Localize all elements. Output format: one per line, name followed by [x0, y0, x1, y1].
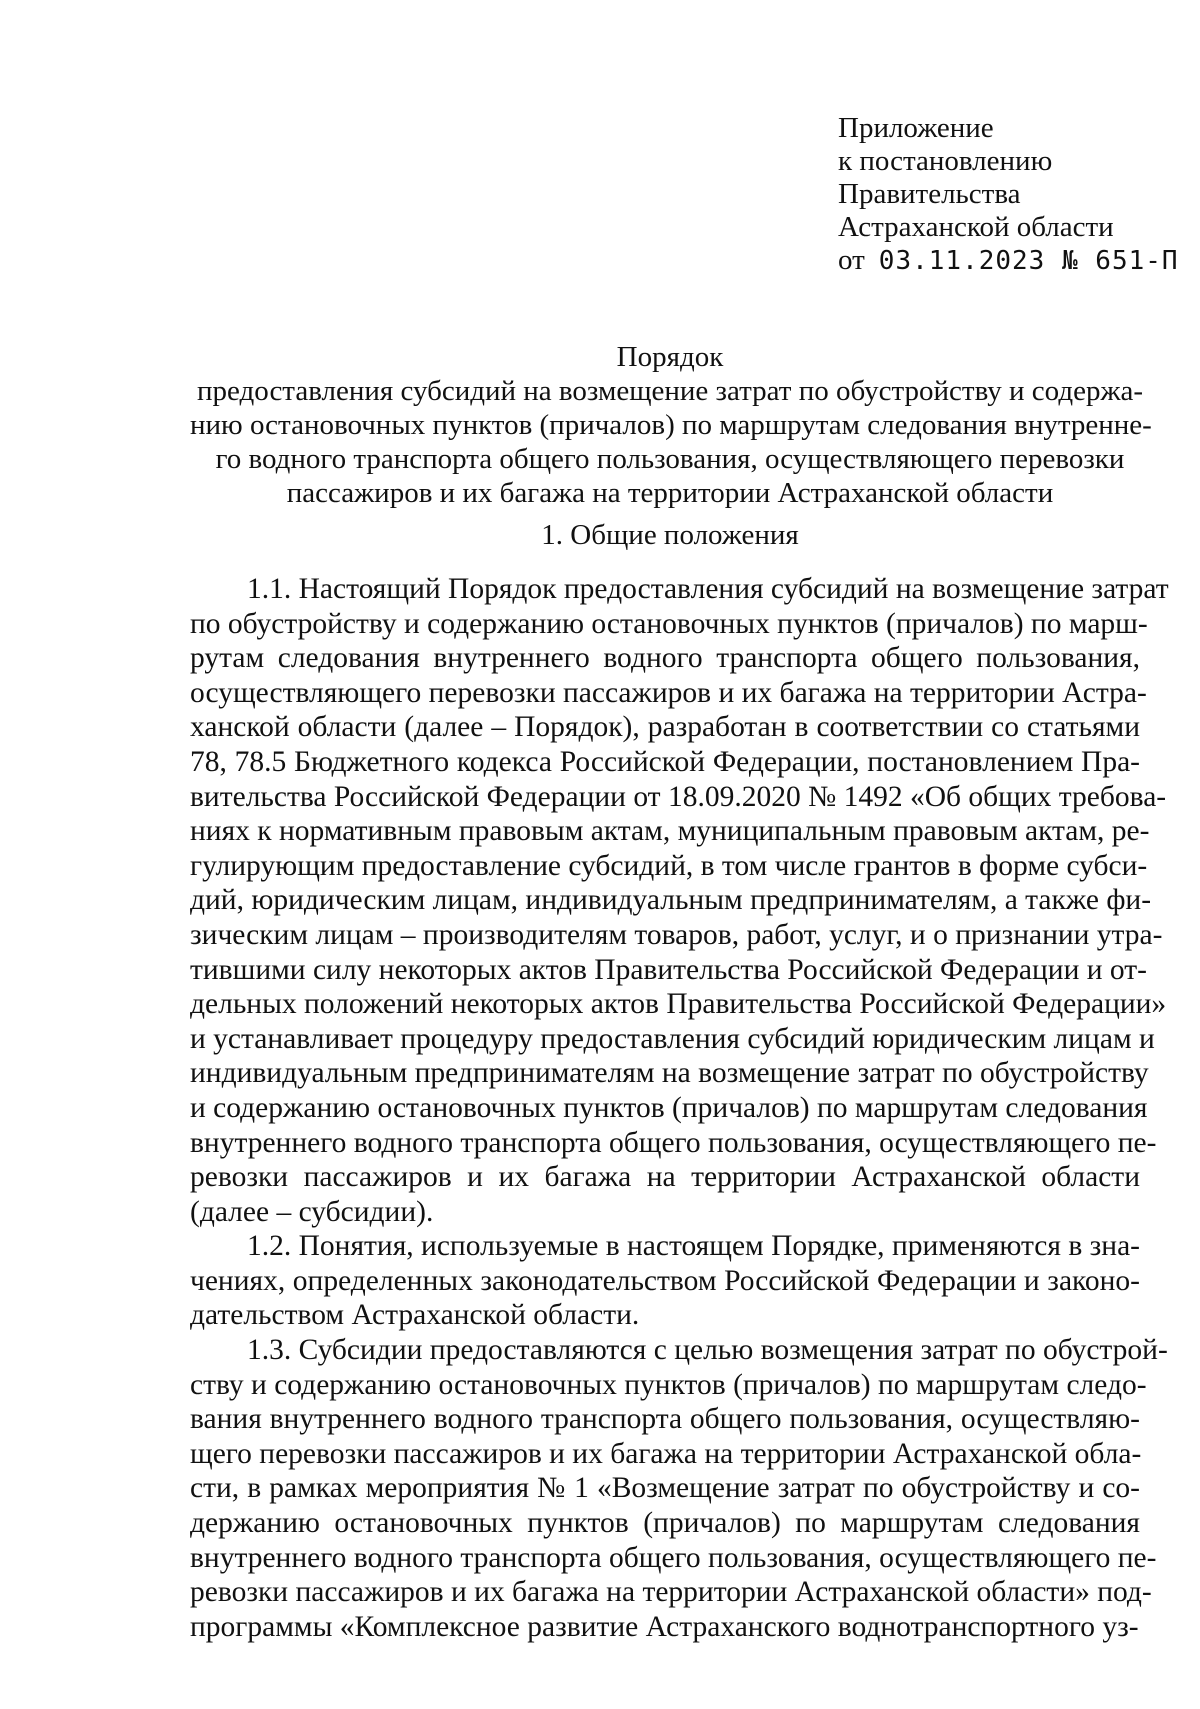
paragraph-line: зическим лицам – производителям товаров, работ, услуг, и о признании утра-	[190, 918, 1163, 951]
paragraph-line: вания внутреннего водного транспорта общего пользования, осуществляю-	[190, 1403, 1140, 1436]
appendix-block	[838, 112, 1179, 278]
paragraph-line: индивидуальным предпринимателям на возмещение затрат по обустройству	[190, 1057, 1149, 1090]
paragraph-line: внутреннего водного транспорта общего пользования, осуществляющего пе-	[190, 1541, 1157, 1574]
appendix-line: к постановлению	[838, 145, 1053, 177]
title-line: го водного транспорта общего пользования, осуществляющего перевозки	[215, 443, 1125, 475]
paragraph-line: ревозки пассажиров и их багажа на территории Астраханской области» под-	[190, 1576, 1152, 1609]
paragraph-line: дий, юридическим лицам, индивидуальным предпринимателям, а также фи-	[190, 884, 1152, 917]
paragraph-line: ревозки пассажиров и их багажа на территории Астраханской области	[190, 1161, 1140, 1194]
paragraph	[190, 1229, 1140, 1333]
appendix-date-line	[838, 244, 1179, 278]
title-line: пассажиров и их багажа на территории Астраханской области	[286, 477, 1054, 509]
paragraph	[190, 1333, 1168, 1644]
paragraph-line: дательством Астраханской области.	[190, 1299, 640, 1332]
appendix-date-prefix: от	[838, 244, 865, 276]
paragraph-line: программы «Комплексное развитие Астраханского воднотранспортного уз-	[190, 1610, 1139, 1643]
paragraph-line: по обустройству и содержанию остановочных пунктов (причалов) по марш-	[190, 607, 1148, 640]
paragraph-line: 78, 78.5 Бюджетного кодекса Российской Федерации, постановлением Пра-	[190, 745, 1140, 778]
paragraph-line: осуществляющего перевозки пассажиров и их багажа на территории Астра-	[190, 676, 1147, 709]
paragraph-line: тившими силу некоторых актов Правительства Российской Федерации и от-	[190, 953, 1147, 986]
title-line: предоставления субсидий на возмещение затрат по обустройству и содержа-	[196, 375, 1144, 407]
paragraph-line: и устанавливает процедуру предоставления субсидий юридическим лицам и	[190, 1022, 1155, 1055]
paragraph-line: (далее – субсидии).	[190, 1195, 434, 1228]
title-line: нию остановочных пунктов (причалов) по маршрутам следования внутренне-	[190, 409, 1152, 441]
paragraph-line: вительства Российской Федерации от 18.09.2020 № 1492 «Об общих требова-	[190, 780, 1167, 813]
paragraph-line: чениях, определенных законодательством Российской Федерации и законо-	[190, 1264, 1140, 1297]
paragraph-line: щего перевозки пассажиров и их багажа на территории Астраханской обла-	[190, 1437, 1142, 1470]
paragraph-line: и содержанию остановочных пунктов (причалов) по маршрутам следования	[190, 1091, 1148, 1124]
paragraph-line: ханской области (далее – Порядок), разработан в соответствии со статьями	[190, 711, 1140, 744]
paragraph-line: держанию остановочных пунктов (причалов) по маршрутам следования	[190, 1507, 1140, 1540]
document-body	[190, 572, 1169, 1644]
paragraph	[190, 572, 1169, 1229]
paragraph-line: рутам следования внутреннего водного транспорта общего пользования,	[190, 642, 1140, 675]
paragraph-line: гулирующим предоставление субсидий, в том числе грантов в форме субси-	[190, 849, 1148, 882]
title-heading: Порядок	[616, 341, 724, 373]
paragraph-line: сти, в рамках мероприятия № 1 «Возмещение затрат по обустройству и со-	[190, 1472, 1140, 1505]
appendix-line: Правительства	[838, 178, 1021, 210]
section-heading: 1. Общие положения	[541, 519, 799, 551]
appendix-date-number: 03.11.2023 № 651-П	[878, 246, 1179, 276]
paragraph-line: 1.1. Настоящий Порядок предоставления субсидий на возмещение затрат	[247, 573, 1169, 605]
appendix-line: Астраханской области	[838, 211, 1114, 243]
paragraph-line: внутреннего водного транспорта общего пользования, осуществляющего пе-	[190, 1126, 1157, 1159]
paragraph-line: дельных положений некоторых актов Правительства Российской Федерации»	[190, 988, 1167, 1021]
paragraph-line: ству и содержанию остановочных пунктов (причалов) по маршрутам следо-	[190, 1368, 1147, 1401]
paragraph-line: ниях к нормативным правовым актам, муниципальным правовым актам, ре-	[190, 815, 1150, 848]
appendix-line: Приложение	[838, 112, 994, 144]
paragraph-line: 1.2. Понятия, используемые в настоящем Порядке, применяются в зна-	[247, 1230, 1140, 1263]
document-title	[190, 340, 1150, 510]
paragraph-line: 1.3. Субсидии предоставляются с целью возмещения затрат по обустрой-	[247, 1334, 1168, 1367]
